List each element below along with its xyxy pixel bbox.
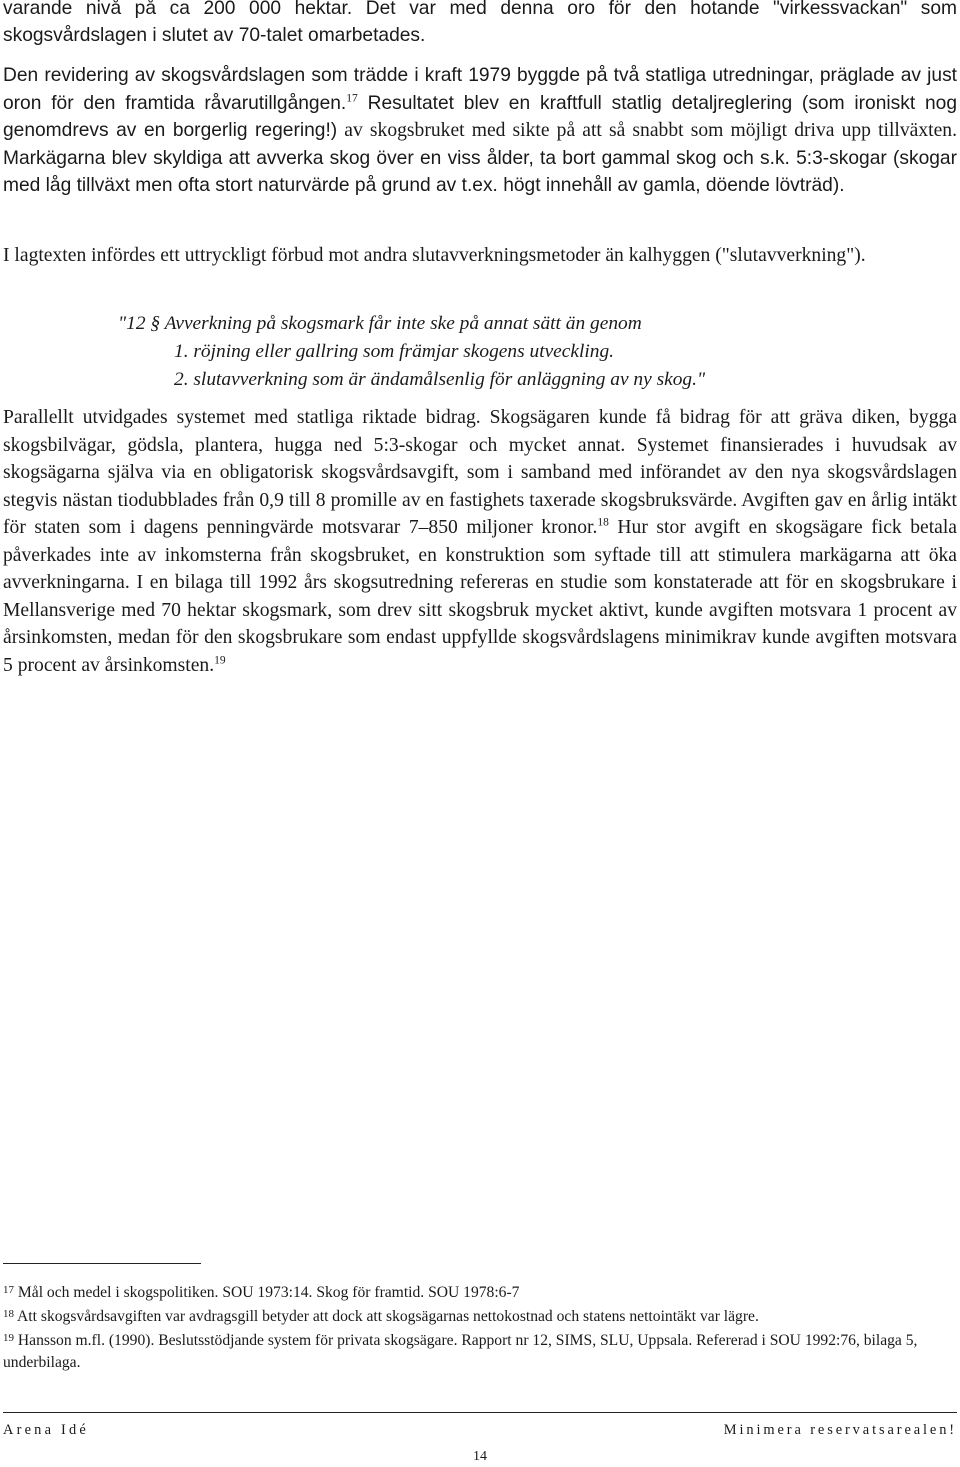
quote-line-2: 1. röjning eller gallring som främjar skogens utveckling. [174, 341, 615, 362]
text-subsidies-part2: Hur stor avgift en skogsägare fick betala påverkades inte av inkomsterna från skogsbruket, en konstruktion som syftade till att stimulera markägarna att öka avverkningarna. I en bilaga till 1992 års skogsutredning refereras en studie som konstaterade att för en skogsbrukare i Mellansverige med 70 hektar skogsmark, som drev sitt skogsbruk mycket aktivt, kunde avgiften motsvara 1 procent av årsinkomsten, medan för den skogsbrukare som endast uppfyllde skogsvårdslagens minimikrav kunde avgiften motsvara 5 procent av årsinkomsten. [3, 517, 958, 676]
footer-publisher: Arena Idé [3, 1422, 89, 1438]
footnote-ref-19: 19 [214, 653, 226, 666]
footnote-number: 19 [3, 1332, 14, 1344]
footnote-text: Hansson m.fl. (1990). Beslutsstödjande system för privata skogsägare. Rapport nr 12, SIMS, SLU, Uppsala. Refererad i SOU 1992:76, bilaga 5, underbilaga. [3, 1332, 918, 1371]
paragraph-revision [3, 62, 957, 200]
footnote-divider [3, 1263, 201, 1264]
paragraph-subsidies [3, 404, 957, 679]
paragraph-law-text: I lagtexten infördes ett uttryckligt förbud mot andra slutavverkningsmetoder än kalhyggen ("slutavverkning"). [3, 245, 866, 266]
footer-title: Minimera reservatsarealen! [723, 1422, 957, 1438]
footnotes [3, 1282, 957, 1376]
page-number: 14 [473, 1449, 487, 1464]
law-quote [118, 310, 898, 394]
footnote-text: Att skogsvårdsavgiften var avdragsgill betyder att dock att skogsägarnas nettokostnad och statens nettointäkt var lägre. [17, 1308, 759, 1325]
footnote-18 [3, 1306, 957, 1328]
footnote-19 [3, 1330, 957, 1374]
footnote-ref-18: 18 [597, 516, 609, 529]
text-revision-serif: av skogsbruket med sikte på att så snabbt som möjligt driva upp tillväxten. [337, 120, 957, 141]
footnote-text: Mål och medel i skogspolitiken. SOU 1973:14. Skog för framtid. SOU 1978:6-7 [17, 1284, 520, 1301]
footnote-number: 17 [3, 1284, 14, 1296]
quote-line-1: "12 § Avverkning på skogsmark får inte ske på annat sätt än genom [118, 313, 642, 334]
footnote-ref-17: 17 [346, 91, 358, 104]
quote-line-3: 2. slutavverkning som är ändamålsenlig för anläggning av ny skog." [174, 369, 706, 390]
footnote-number: 18 [3, 1308, 14, 1320]
paragraph-intro: varande nivå på ca 200 000 hektar. Det var med denna oro för den hotande "virkessvackan" som skogsvårdslagen i slutet av 70-talet omarbetades. [3, 0, 957, 46]
text-subsidies-part1: Parallellt utvidgades systemet med statliga riktade bidrag. Skogsägaren kunde få bidrag för att gräva diken, bygga skogsbilvägar, gödsla, plantera, hugga ned 5:3-skogar och mycket annat. Systemet finansierades i huvudsak av skogsägarna själva via en obligatorisk skogsvårdsavgift, som i samband med införandet av den nya skogsvårdslagen stegvis nästan tiodubblades från 0,9 till 8 promille av en fastighets taxerade skogsbruksvärde. Avgiften gav en årlig intäkt för staten som i dagens penningvärde motsvarar 7–850 miljoner kronor. [3, 407, 957, 538]
footnote-17 [3, 1282, 957, 1304]
text-revision-end: Markägarna blev skyldiga att avverka skog över en viss ålder, ta bort gammal skog och s.k. 5:3-skogar (skogar med låg tillväxt men ofta stort naturvärde på grund av t.ex. högt innehåll av gamla, döende lövträd). [3, 147, 957, 196]
text-revision-start: Den revidering av skogsvårdslagen som trädde i kraft 1979 byggde på två statliga utredningar, präglade av just oron för den framtida råvarutillgången. [3, 65, 957, 114]
footer-divider [3, 1412, 957, 1413]
text-revision-middle: Resultatet blev en kraftfull statlig detaljreglering (som ironiskt nog genomdrevs av en borgerlig regering!) [3, 92, 957, 141]
